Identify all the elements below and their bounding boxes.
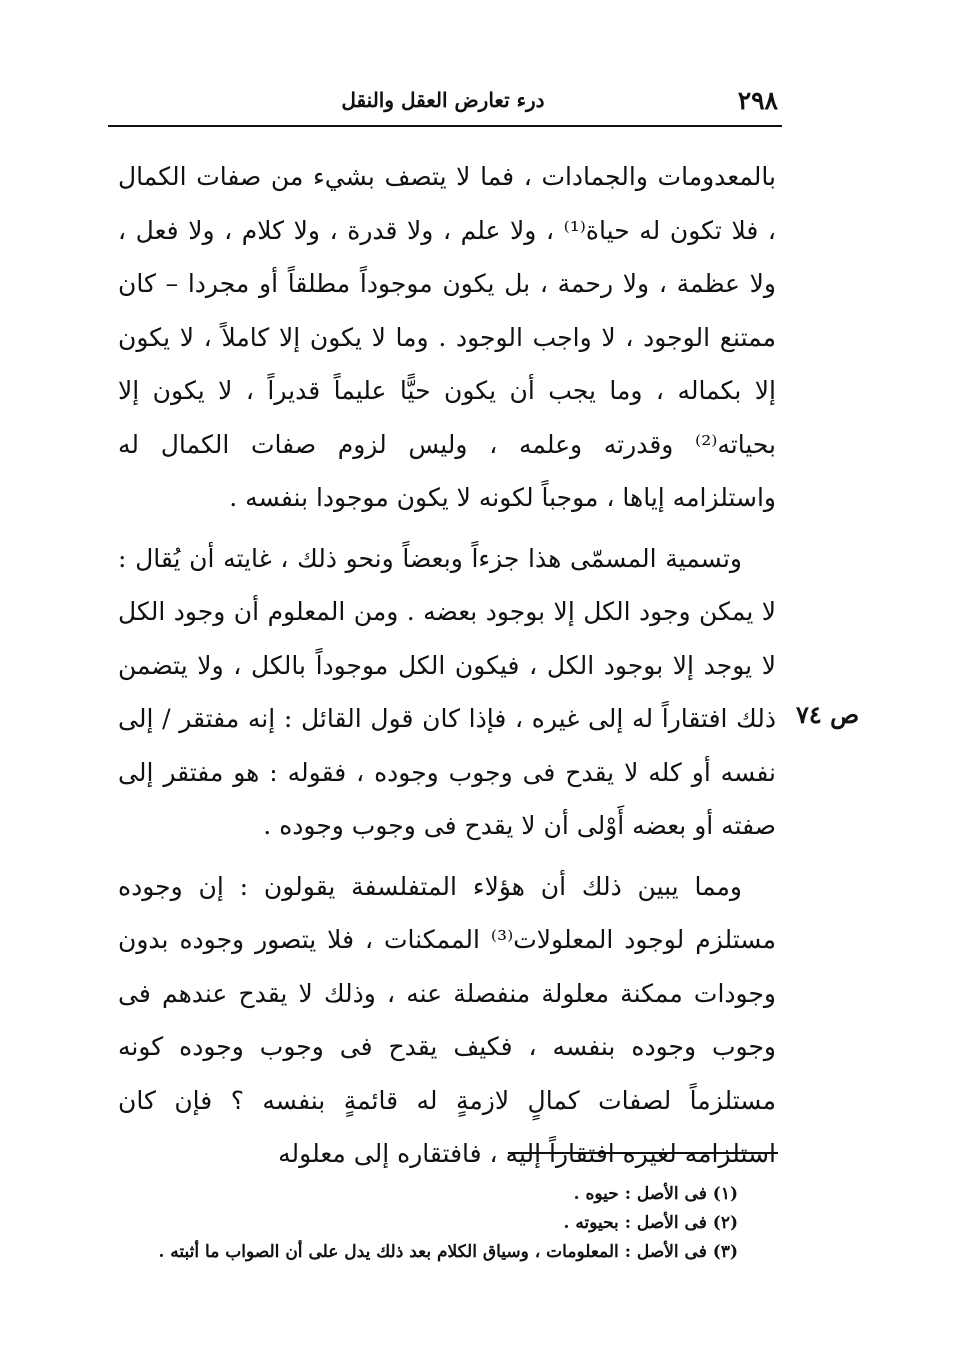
footnote-rule <box>508 1152 778 1154</box>
main-text <box>118 150 776 1181</box>
header-rule <box>108 125 782 127</box>
paragraph-2: وتسمية المسمّى هذا جزءاً وبعضاً ونحو ذلك ، غايته أن يُقال : لا يمكن وجود الكل إلا بوجود بعضه . ومن المعلوم أن وجود الكل لا يوجد إلا بوجود الكل ، فيكون الكل موجوداً بالكل ، ولا يتضمن ذلك افتقاراً له إلى غيره ، فإذا كان قول القائل : إنه مفتقر / إلى نفسه أو كله لا يقدح فى وجوب وجوده ، فقوله : هو مفتقر إلى صفته أو بعضه أَوْلى أن لا يقدح فى وجوب وجوده . <box>118 543 776 840</box>
footnotes <box>118 1180 738 1267</box>
footnote-1: (١) فى الأصل : حيوه . <box>573 1184 738 1204</box>
footnote-3: (٣) فى الأصل : المعلومات ، وسياق الكلام بعد ذلك يدل على أن الصواب ما أثبته . <box>158 1242 738 1262</box>
page-number: ٢٩٨ <box>737 86 778 115</box>
margin-page-reference: ص ٧٤ <box>796 700 860 729</box>
paragraph-1: بالمعدومات والجمادات ، فما لا يتصف بشيء من صفات الكمال ، فلا تكون له حياة⁽¹⁾ ، ولا علم ، ولا قدرة ، ولا كلام ، ولا فعل ، ولا عظمة ، ولا رحمة ، بل يكون موجوداً مطلقاً أو مجردا – كان ممتنع الوجود ، لا واجب الوجود . وما لا يكون إلا كاملاً ، لا يكون إلا بكماله ، وما يجب أن يكون حيًّا عليماً قديراً ، لا يكون إلا بحياته⁽²⁾ وقدرته وعلمه ، وليس لزوم صفات الكمال له واستلزامه إياها ، موجباً لكونه لا يكون موجودا بنفسه . <box>118 162 776 512</box>
paragraph-3: ومما يبين ذلك أن هؤلاء المتفلسفة يقولون : إن وجوده مستلزم لوجود المعلولات⁽³⁾ الممكنات ، فلا يتصور وجوده بدون وجودات ممكنة معلولة منفصلة عنه ، وذلك لا يقدح عندهم فى وجوب وجوده بنفسه ، فكيف يقدح فى وجوب وجوده كونه مستلزماً لصفات كمالٍ لازمةٍ له قائمةٍ بنفسه ؟ فإن كان استلزامه لغيره افتقاراً إليه ، فافتقاره إلى معلوله <box>118 871 776 1168</box>
page-header <box>108 80 778 120</box>
running-title: درء تعارض العقل والنقل <box>341 88 545 112</box>
footnote-2: (٢) فى الأصل : بحيوته . <box>563 1213 738 1233</box>
